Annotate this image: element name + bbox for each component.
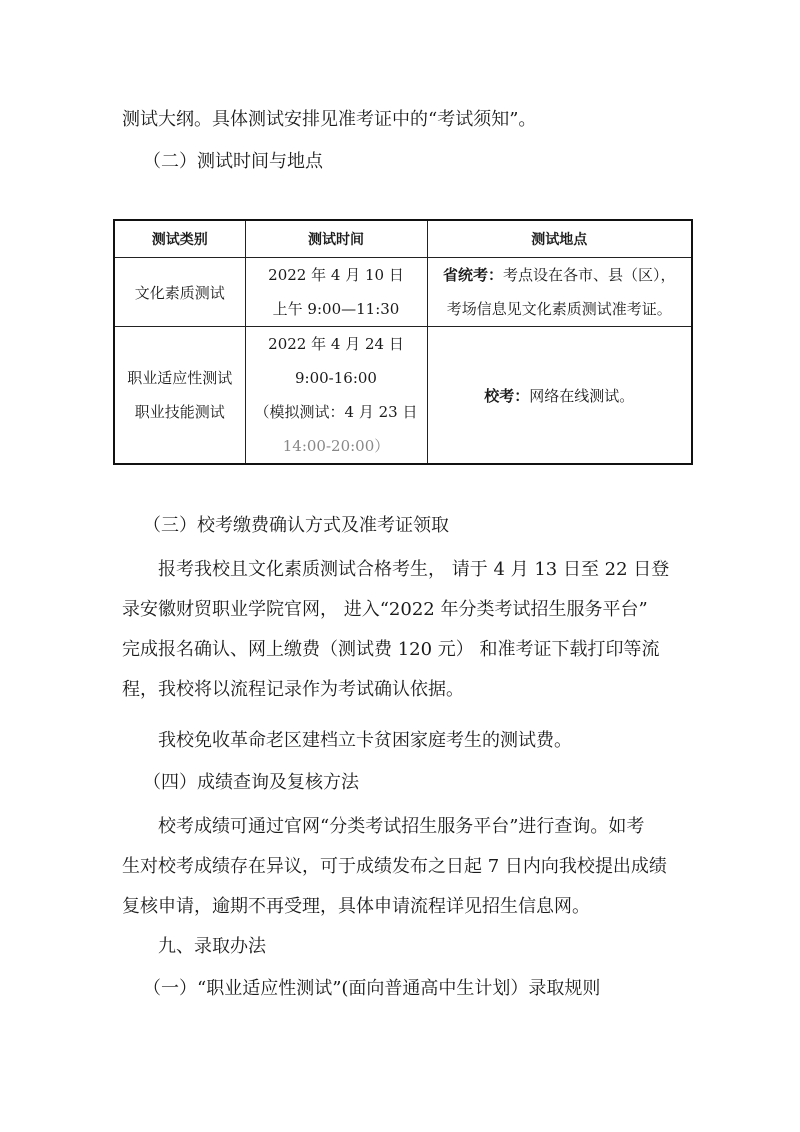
row1-location bbox=[427, 258, 692, 327]
para3-line1: 校考成绩可通过官网“分类考试招生服务平台”进行查询。如考 bbox=[158, 816, 645, 837]
para1-line3: 完成报名确认、网上缴费（测试费 120 元） 和准考证下载打印等流 bbox=[122, 639, 660, 660]
row2-category-1: 职业适应性测试 bbox=[127, 369, 233, 387]
table-header-row bbox=[114, 220, 692, 258]
heading-fee-confirmation: （三）校考缴费确认方式及准考证领取 bbox=[143, 515, 449, 536]
schedule-table bbox=[113, 219, 693, 465]
table-row bbox=[114, 258, 692, 327]
row2-location-label: 校考： bbox=[484, 386, 530, 405]
row2-mock-hours: 14:00-20:00） bbox=[282, 437, 390, 455]
para3-line3: 复核申请，逾期不再受理，具体申请流程详见招生信息网。 bbox=[122, 896, 590, 917]
heading-score-inquiry: （四）成绩查询及复核方法 bbox=[143, 772, 359, 793]
header-location: 测试地点 bbox=[427, 220, 692, 258]
para1-line4: 程，我校将以流程记录作为考试确认依据。 bbox=[122, 679, 464, 700]
top-line: 测试大纲。具体测试安排见准考证中的“考试须知”。 bbox=[122, 109, 537, 130]
row1-location-line2: 考场信息见文化素质测试准考证。 bbox=[446, 300, 672, 318]
header-time: 测试时间 bbox=[245, 220, 427, 258]
row2-location bbox=[427, 327, 692, 465]
row2-mock-date: （模拟测试：4 月 23 日 bbox=[254, 403, 418, 421]
para3-line2: 生对校考成绩存在异议，可于成绩发布之日起 7 日内向我校提出成绩 bbox=[122, 856, 667, 877]
row1-hours: 上午 9:00—11:30 bbox=[272, 300, 400, 318]
heading-test-time-location: （二）测试时间与地点 bbox=[143, 151, 323, 172]
row1-location-line1: 考点设在各市、县（区）， bbox=[503, 266, 676, 284]
row2-category bbox=[114, 327, 245, 465]
header-category: 测试类别 bbox=[114, 220, 245, 258]
row2-time bbox=[245, 327, 427, 465]
row2-location-text: 网络在线测试。 bbox=[529, 386, 635, 405]
paragraph-score-review bbox=[122, 807, 684, 927]
row1-time bbox=[245, 258, 427, 327]
paragraph-fee-waiver: 我校免收革命老区建档立卡贫困家庭考生的测试费。 bbox=[158, 730, 572, 751]
para1-line1: 报考我校且文化素质测试合格考生， 请于 4 月 13 日至 22 日登 bbox=[158, 559, 670, 580]
paragraph-registration bbox=[122, 550, 684, 710]
section-admission-method: 九、录取办法 bbox=[158, 936, 266, 957]
row2-category-2: 职业技能测试 bbox=[134, 403, 225, 421]
row1-category: 文化素质测试 bbox=[114, 258, 245, 327]
para1-line2: 录安徽财贸职业学院官网， 进入“2022 年分类考试招生服务平台” bbox=[122, 599, 648, 620]
admission-rule-1: （一）“职业适应性测试”(面向普通高中生计划）录取规则 bbox=[143, 978, 601, 999]
table-row bbox=[114, 327, 692, 465]
row1-date: 2022 年 4 月 10 日 bbox=[268, 266, 404, 284]
row1-location-label: 省统考： bbox=[442, 266, 503, 284]
row2-date: 2022 年 4 月 24 日 bbox=[268, 335, 404, 353]
row2-hours: 9:00-16:00 bbox=[295, 369, 377, 387]
